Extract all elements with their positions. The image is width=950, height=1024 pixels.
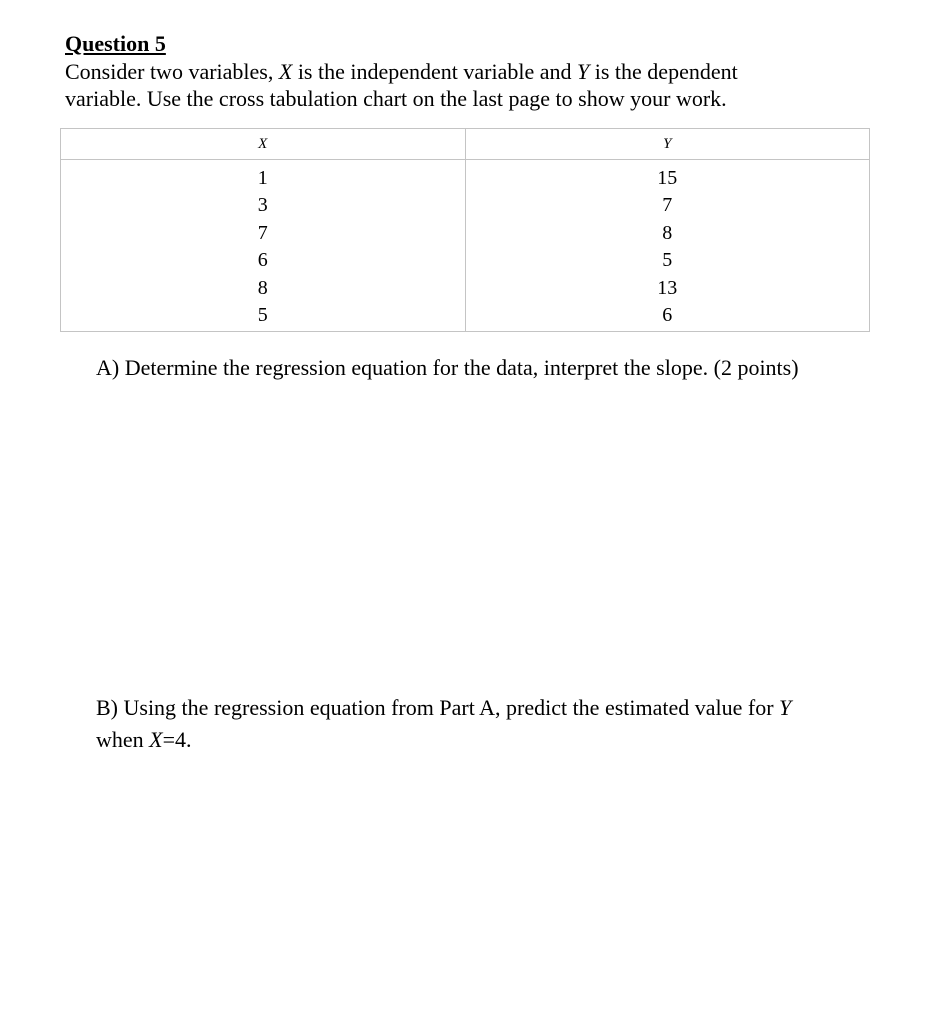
x-value: 5	[257, 304, 268, 327]
table-row	[61, 160, 870, 332]
table-header-row	[61, 129, 870, 160]
header-y: Y	[465, 129, 870, 160]
y-value: 7	[662, 194, 673, 217]
header-x: X	[61, 129, 466, 160]
x-value: 3	[257, 194, 268, 217]
part-b-y-variable: Y	[779, 695, 792, 720]
part-b-text-3: =4.	[162, 727, 192, 752]
x-values-cell	[61, 160, 466, 332]
intro-text-4: variable. Use the cross tabulation chart on the last page to show your work.	[65, 86, 727, 111]
x-value: 6	[257, 249, 268, 272]
part-b-text-2: when	[96, 727, 150, 752]
question-title: Question 5	[65, 31, 166, 56]
part-b-text-1: B) Using the regression equation from Part A, predict the estimated value for	[96, 695, 780, 720]
y-values-cell	[465, 160, 870, 332]
x-value: 1	[257, 167, 268, 189]
y-value: 15	[657, 167, 678, 189]
intro-y-variable: Y	[577, 59, 590, 84]
y-value: 8	[662, 221, 673, 244]
y-value: 6	[662, 304, 673, 327]
y-value: 13	[657, 276, 678, 299]
intro-text-3: is the dependent	[589, 59, 738, 84]
part-a-prompt: A) Determine the regression equation for the data, interpret the slope. (2 points)	[96, 355, 799, 380]
intro-text-2: is the independent variable and	[292, 59, 577, 84]
intro-text-1: Consider two variables,	[65, 59, 279, 84]
x-value: 8	[257, 276, 268, 299]
intro-x-variable: X	[278, 59, 293, 84]
x-value: 7	[257, 221, 268, 244]
y-value: 5	[662, 249, 673, 272]
part-b-x-variable: X	[149, 727, 163, 752]
part-b-prompt	[96, 692, 876, 756]
data-table	[60, 128, 870, 332]
question-intro	[65, 58, 865, 112]
